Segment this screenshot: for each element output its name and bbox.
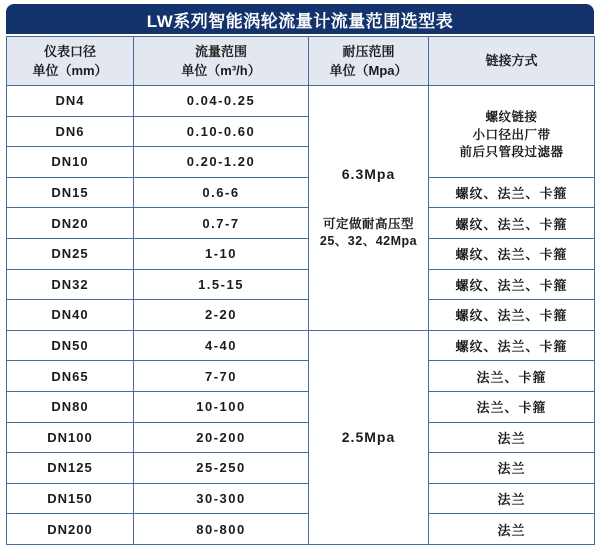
col-header-connection [429,37,595,86]
pressure-high-note-line2: 25、32、42Mpa [319,233,418,248]
cell-flow: 2-20 [134,300,309,331]
table-row [7,514,595,545]
col-header-flow-line2: 单位（m³/h） [181,63,261,78]
cell-pressure-high-merged [309,86,429,331]
link-merged-stack [431,101,592,162]
cell-link-merged-small-bore [429,86,595,178]
cell-flow: 0.7-7 [134,208,309,239]
table-row [7,483,595,514]
cell-flow: 0.6-6 [134,177,309,208]
cell-flow: 0.10-0.60 [134,116,309,147]
cell-link: 螺纹、法兰、卡箍 [429,330,595,361]
cell-flow: 80-800 [134,514,309,545]
col-header-pressure-line1: 耐压范围 [342,43,395,59]
table-row [7,300,595,331]
col-header-diameter-line2: 单位（mm） [32,63,108,78]
cell-flow: 1.5-15 [134,269,309,300]
cell-dn: DN125 [7,453,134,484]
cell-dn: DN20 [7,208,134,239]
table-row [7,453,595,484]
table-row [7,422,595,453]
cell-pressure-low-merged [309,330,429,544]
cell-dn: DN40 [7,300,134,331]
cell-link: 螺纹、法兰、卡箍 [429,177,595,208]
col-header-pressure [309,37,429,86]
cell-dn: DN100 [7,422,134,453]
cell-dn: DN25 [7,238,134,269]
cell-dn: DN200 [7,514,134,545]
cell-dn: DN80 [7,391,134,422]
cell-flow: 1-10 [134,238,309,269]
cell-link: 法兰 [429,453,595,484]
cell-link: 法兰、卡箍 [429,391,595,422]
table-row [7,208,595,239]
link-merged-line3: 前后只管段过滤器 [459,145,564,160]
table-row [7,391,595,422]
cell-link: 法兰、卡箍 [429,361,595,392]
flowmeter-selection-table [6,4,594,545]
cell-link: 螺纹、法兰、卡箍 [429,208,595,239]
cell-flow: 4-40 [134,330,309,361]
table-title: LW系列智能涡轮流量计流量范围选型表 [146,11,454,31]
cell-dn: DN32 [7,269,134,300]
cell-dn: DN10 [7,147,134,178]
table-title-bar [6,4,594,34]
table-row [7,361,595,392]
pressure-high-value: 6.3Mpa [341,166,396,182]
cell-dn: DN50 [7,330,134,361]
table-row [7,330,595,361]
cell-link: 法兰 [429,422,595,453]
pressure-low-value: 2.5Mpa [341,429,396,446]
table-row [7,177,595,208]
link-merged-line2: 小口径出厂带 [472,127,551,142]
cell-flow: 30-300 [134,483,309,514]
cell-flow: 0.20-1.20 [134,147,309,178]
cell-link: 螺纹、法兰、卡箍 [429,300,595,331]
cell-link: 法兰 [429,514,595,545]
cell-flow: 20-200 [134,422,309,453]
col-header-flow-range [134,37,309,86]
table-row [7,269,595,300]
cell-flow: 25-250 [134,453,309,484]
col-header-diameter-line1: 仪表口径 [43,43,96,59]
col-header-flow-line1: 流量范围 [194,43,247,59]
header-row [7,37,595,86]
cell-dn: DN150 [7,483,134,514]
cell-link: 螺纹、法兰、卡箍 [429,238,595,269]
cell-link: 法兰 [429,483,595,514]
cell-dn: DN6 [7,116,134,147]
pressure-high-note-line1: 可定做耐高压型 [322,217,414,231]
cell-link: 螺纹、法兰、卡箍 [429,269,595,300]
col-header-pressure-line2: 单位（Mpa） [329,63,408,78]
cell-dn: DN15 [7,177,134,208]
cell-flow: 7-70 [134,361,309,392]
cell-dn: DN65 [7,361,134,392]
selection-table [6,36,595,545]
pressure-high-note [320,216,417,250]
cell-dn: DN4 [7,86,134,117]
link-merged-line1: 螺纹链接 [485,110,538,125]
col-header-diameter [7,37,134,86]
pressure-high-stack [311,166,426,250]
cell-flow: 10-100 [134,391,309,422]
col-header-connection-line1: 链接方式 [485,53,538,69]
cell-flow: 0.04-0.25 [134,86,309,117]
table-row [7,238,595,269]
table-row [7,86,595,117]
